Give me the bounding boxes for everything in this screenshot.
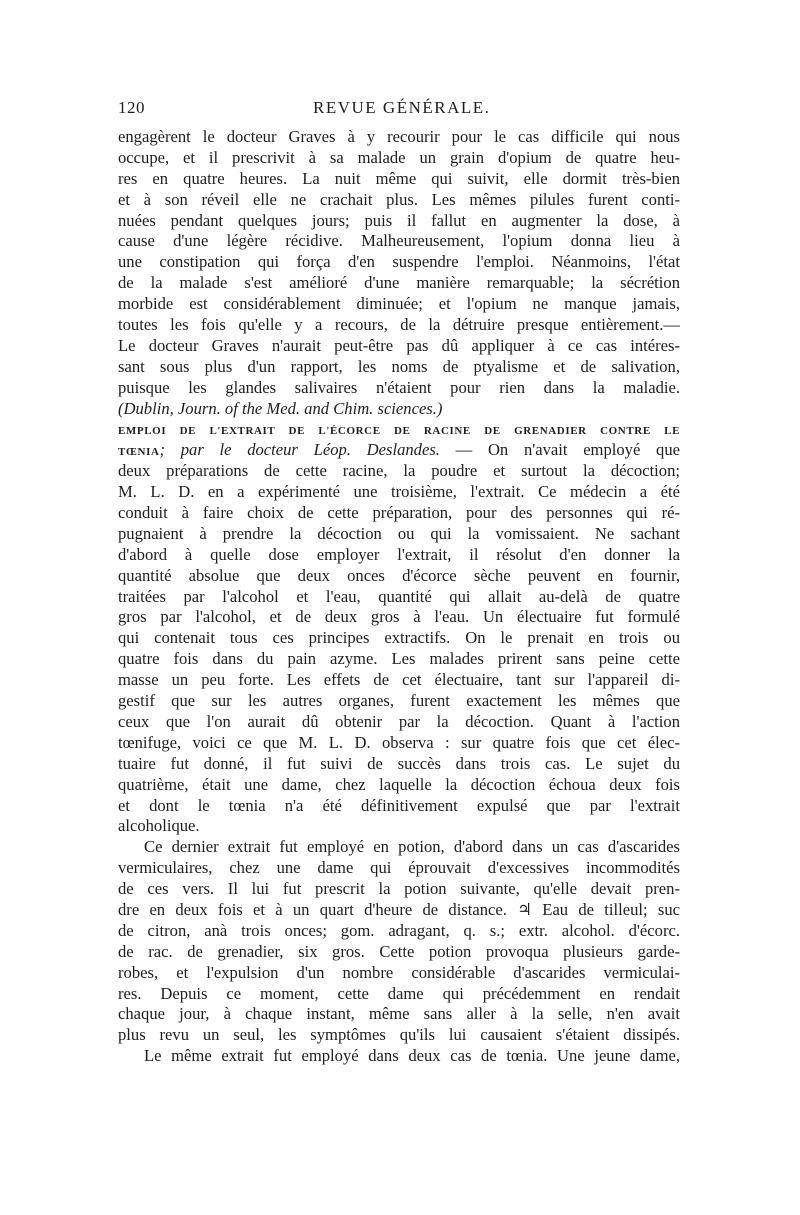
section-heading-rest: — On n'avait employé que xyxy=(439,440,680,460)
text-line: gestif que sur les autres organes, furent exactement les mêmes que xyxy=(118,691,680,711)
text-line: pugnaient à prendre la décoction ou qui la vomissaient. Ne sachant xyxy=(118,523,680,543)
text-line: de la malade s'est amélioré d'une manière remarquable; la sécrétion xyxy=(118,273,680,293)
text-line: dre en deux fois et à un quart d'heure de distance. ♃ Eau de tilleul; suc xyxy=(118,899,680,919)
text-line: occupe, et il prescrivit à sa malade un grain d'opium de quatre heu- xyxy=(118,147,680,167)
section-heading-smallcaps: EMPLOI DE L'EXTRAIT DE L'ÉCORCE DE RACINE DE GRENADIER CONTRE LE xyxy=(118,425,680,438)
text-line: Ce dernier extrait fut employé en potion, d'abord dans un cas d'ascarides xyxy=(144,837,680,857)
text-line: de rac. de grenadier, six gros. Cette potion provoqua plusieurs garde- xyxy=(118,941,680,961)
text-line: de citron, anà trois onces; gom. adragant, q. s.; extr. alcohol. d'écorc. xyxy=(118,920,680,940)
text-line: engagèrent le docteur Graves à y recourir pour le cas difficile qui nous xyxy=(118,127,680,146)
citation: (Dublin, Journ. of the Med. and Chim. sciences.) xyxy=(118,398,443,418)
text-line: conduit à faire choix de cette préparation, pour des personnes qui ré- xyxy=(118,503,680,523)
text-line: robes, et l'expulsion d'un nombre considérable d'ascarides vermiculai- xyxy=(118,962,680,982)
text-line: chaque jour, à chaque instant, même sans aller à la selle, n'en avait xyxy=(118,1004,680,1024)
running-title: REVUE GÉNÉRALE. xyxy=(313,98,491,117)
text-line: res. Depuis ce moment, cette dame qui précédemment en rendait xyxy=(118,983,680,1003)
text-line: plus revu un seul, les symptômes qu'ils lui causaient s'étaient dissipés. xyxy=(118,1025,680,1045)
text-line: Le docteur Graves n'aurait peut-être pas dû appliquer à ce cas intéres- xyxy=(118,335,680,355)
text-line: quatrième, était une dame, chez laquelle la décoction échoua deux fois xyxy=(118,774,680,794)
text-line: Le même extrait fut employé dans deux cas de tœnia. Une jeune dame, xyxy=(144,1046,680,1066)
text-line: et dont le tœnia n'a été définitivement expulsé que par l'extrait xyxy=(118,795,680,815)
text-line: deux préparations de cette racine, la poudre et surtout la décoction; xyxy=(118,461,680,481)
text-line: de ces vers. Il lui fut prescrit la potion suivante, qu'elle devait pren- xyxy=(118,879,680,899)
text-line: nuées pendant quelques jours; puis il fallut en augmenter la dose, à xyxy=(118,210,680,230)
text-line: masse un peu forte. Les effets de cet électuaire, tant sur l'appareil di- xyxy=(118,670,680,690)
text-line: puisque les glandes salivaires n'étaient pour rien dans la maladie. xyxy=(118,377,680,397)
section-heading-smallcaps: TŒNIA xyxy=(118,446,160,459)
text-line: quatre fois dans du pain azyme. Les malades prirent sans peine cette xyxy=(118,649,680,669)
text-line: res en quatre heures. La nuit même qui suivit, elle dormit très-bien xyxy=(118,168,680,188)
citation-line xyxy=(118,399,680,420)
text-line: tuaire fut donné, il fut suivi de succès dans trois cas. Le sujet du xyxy=(118,753,680,773)
text-line: d'abord à quelle dose employer l'extrait, il résolut d'en donner la xyxy=(118,544,680,564)
text-line: une constipation qui força d'en suspendre l'emploi. Néanmoins, l'état xyxy=(118,252,680,272)
text-line: traitées par l'alcohol et l'eau, quantité qui allait au-delà de quatre xyxy=(118,586,680,606)
text-line: vermiculaires, chez une dame qui éprouvait d'excessives incommodités xyxy=(118,858,680,878)
section-heading-line xyxy=(118,419,680,440)
page-number: 120 xyxy=(118,98,145,117)
text-line: morbide est considérablement diminuée; et l'opium ne manque jamais, xyxy=(118,294,680,314)
text-line: toutes les fois qu'elle y a recours, de la détruire presque entièrement.— xyxy=(118,315,680,335)
section-heading-line xyxy=(118,440,680,461)
text-line: quantité absolue que deux onces d'écorce sèche peuvent en fournir, xyxy=(118,565,680,585)
body-text xyxy=(118,127,680,1067)
text-line: gros par l'alcohol, et de deux gros à l'eau. Un électuaire fut formulé xyxy=(118,607,680,627)
text-line: M. L. D. en a expérimenté une troisième, l'extrait. Ce médecin a été xyxy=(118,482,680,502)
text-line: sant sous plus d'un rapport, les noms de ptyalisme et de salivation, xyxy=(118,356,680,376)
text-line: qui contenait tous ces principes extractifs. On le prenait en trois ou xyxy=(118,628,680,648)
text-line: cause d'une légère récidive. Malheureusement, l'opium donna lieu à xyxy=(118,231,680,251)
running-head xyxy=(118,98,684,122)
text-line: tœnifuge, voici ce que M. L. D. observa : sur quatre fois que cet élec- xyxy=(118,732,680,752)
text-line: et à son réveil elle ne crachait plus. Les mêmes pilules furent conti- xyxy=(118,189,680,209)
section-author: ; par le docteur Léop. Deslandes. xyxy=(159,440,440,460)
text-line: alcoholique. xyxy=(118,816,200,836)
text-line: ceux que l'on aurait dû obtenir par la décoction. Quant à l'action xyxy=(118,711,680,731)
